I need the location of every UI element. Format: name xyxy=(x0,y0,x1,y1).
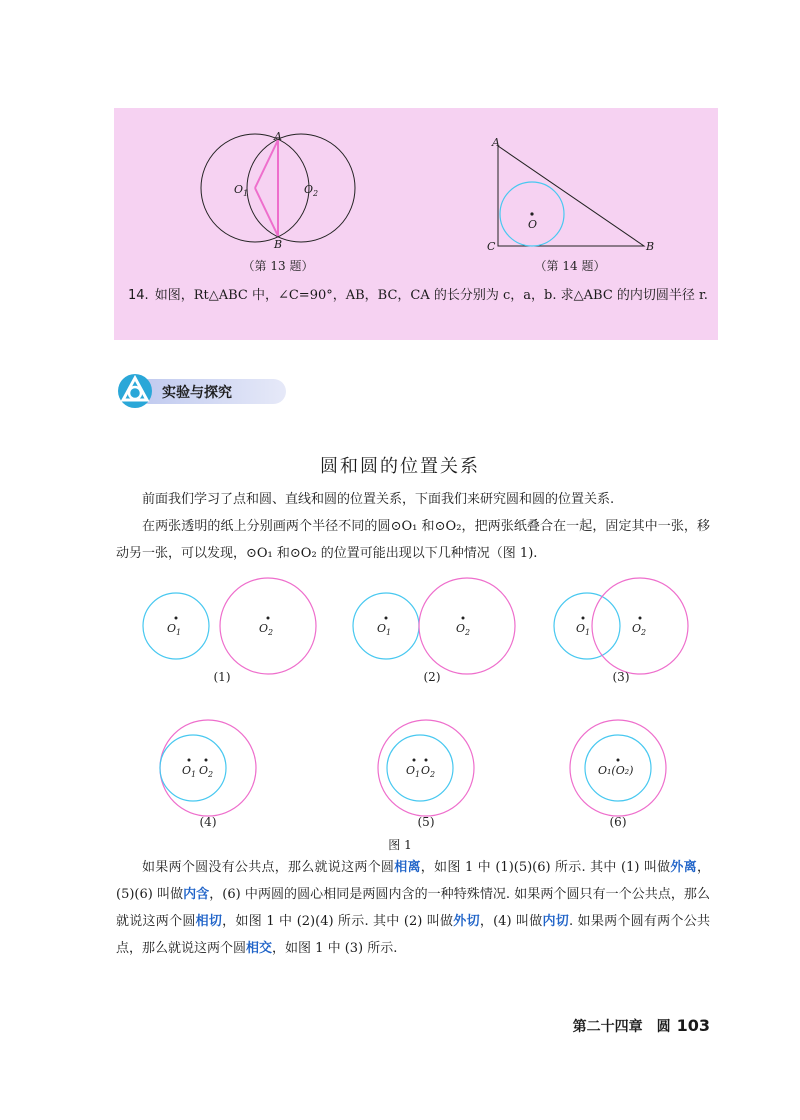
svg-text:O2: $O_2$ xyxy=(199,764,214,779)
fig14-label-b: B xyxy=(646,240,655,253)
fig14-label-c: C xyxy=(487,240,496,253)
fig13-circle-right xyxy=(247,134,355,242)
figure-1-caption: 图 1 xyxy=(388,838,412,852)
fig14-triangle xyxy=(498,146,644,246)
section-banner xyxy=(116,372,276,410)
case-5-label: (5) xyxy=(417,815,435,829)
page-footer xyxy=(573,1016,710,1036)
svg-text:O2: $O_2$ xyxy=(259,622,274,637)
figure-13 xyxy=(190,132,370,280)
fig13-label-a: A xyxy=(274,132,282,143)
question-number: 14. xyxy=(128,288,149,303)
fig13-line-o1a xyxy=(255,140,278,188)
case-3-label: (3) xyxy=(612,670,630,684)
case-1 xyxy=(143,578,316,684)
chapter-label: 第二十四章 圆 xyxy=(572,1019,671,1035)
figure-1 xyxy=(0,560,800,832)
term-xiangjiao: 相交 xyxy=(246,941,273,956)
svg-text:O₁(O₂): O₁(O₂) xyxy=(598,764,634,777)
svg-text:O1: $O_1$ xyxy=(377,622,392,637)
case-6-label: (6) xyxy=(609,815,627,829)
case-2-label: (2) xyxy=(423,670,441,684)
svg-text:O2: $O_2$ xyxy=(632,622,647,637)
fig13-caption: （第 13 题） xyxy=(242,259,314,273)
svg-text:O2: $O_2$ xyxy=(421,764,436,779)
triangle-circle-icon xyxy=(116,372,156,410)
case-3 xyxy=(554,578,688,684)
term-neihan: 内含 xyxy=(183,887,210,902)
fig13-label-b: B xyxy=(274,238,283,251)
term-waiqie: 外切 xyxy=(453,914,480,929)
term-xiangqie: 相切 xyxy=(195,914,223,929)
svg-text:O1: $O_1$ xyxy=(182,764,197,779)
svg-text:O1: $O_1$ xyxy=(167,622,182,637)
question-text: 如图，Rt△ABC 中，∠C=90°，AB，BC，CA 的长分别为 c，a，b. 求△ABC 的内切圆半径 r. xyxy=(154,288,708,303)
fig14-label-o: O xyxy=(528,218,538,231)
svg-text:O1: $O_1$ xyxy=(406,764,421,779)
case-4-label: (4) xyxy=(199,815,217,829)
case-6 xyxy=(570,720,666,829)
case-5 xyxy=(378,720,474,829)
paragraph-1: 前面我们学习了点和圆、直线和圆的位置关系，下面我们来研究圆和圆的位置关系. xyxy=(142,492,615,507)
section-title: 实验与探究 xyxy=(162,385,232,401)
fig14-label-a: A xyxy=(492,136,500,149)
paragraph-2: 在两张透明的纸上分别画两个半径不同的圆⊙O₁ 和⊙O₂，把两张纸叠合在一起，固定其中一张，移动另一张，可以发现，⊙O₁ 和⊙O₂ 的位置可能出现以下几种情况（图 1). xyxy=(116,519,710,561)
article-title: 圆和圆的位置关系 xyxy=(320,456,480,477)
svg-text:O2: $O_2$ xyxy=(456,622,471,637)
fig13-label-o2: $O_2$ xyxy=(304,183,319,198)
fig13-line-o1b xyxy=(255,188,278,236)
question-14 xyxy=(128,284,708,308)
svg-text:O1: $O_1$ xyxy=(576,622,591,637)
term-waili: 外离 xyxy=(670,860,697,875)
fig13-label-o1: $O_1$ xyxy=(234,183,249,198)
case-2 xyxy=(353,578,515,684)
term-xiangli: 相离 xyxy=(394,860,421,875)
fig14-caption: （第 14 题） xyxy=(534,259,606,273)
figure-14 xyxy=(484,134,664,280)
fig14-center-dot xyxy=(530,212,533,215)
case-1-label: (1) xyxy=(213,670,231,684)
case-4 xyxy=(160,720,256,829)
paragraph-3: 如果两个圆没有公共点，那么就说这两个圆相离，如图 1 中 (1)(5)(6) 所示. 其中 (1) 叫做外离，(5)(6) 叫做内含，(6) 中两圆的圆心相同是两圆内含的一种特殊情况. 如果两个圆只有一个公共点，那么就说这两个圆相切，如图 1 中 (2)(4) 所示. 其中 (2) 叫做外切，(4) 叫做内切. 如果两个圆有两个公共点，那么就说这两个圆相交，如图 1 中 (3) 所示. xyxy=(116,860,710,956)
term-neiqie: 内切 xyxy=(542,914,570,929)
page-number: 103 xyxy=(676,1016,710,1035)
